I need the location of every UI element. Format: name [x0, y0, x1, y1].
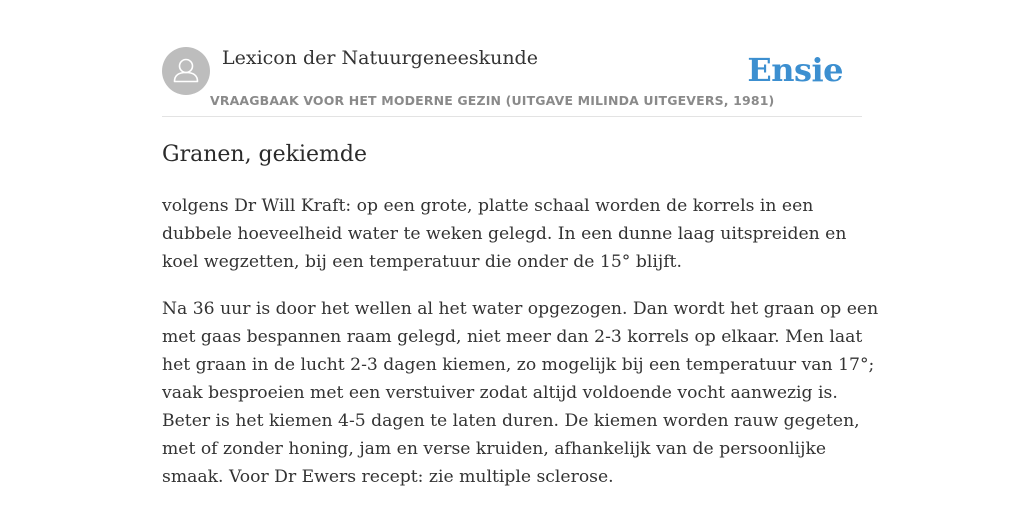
text-line: dubbele hoeveelheid water te weken gelegd. In een dunne laag uitspreiden en	[162, 224, 847, 244]
brand-logo[interactable]: Ensie	[747, 51, 843, 89]
text-line: met of zonder honing, jam en verse kruiden, afhankelijk van de persoonlijke	[162, 439, 827, 459]
source-title[interactable]: Lexicon der Natuurgeneeskunde	[222, 47, 538, 69]
text-line: smaak. Voor Dr Ewers recept: zie multiple sclerose.	[162, 467, 614, 487]
source-header	[162, 46, 862, 117]
user-silhouette-icon	[162, 47, 210, 95]
paragraph	[162, 295, 879, 491]
entry-title: Granen, gekiemde	[162, 142, 368, 167]
text-line: met gaas bespannen raam gelegd, niet meer dan 2-3 korrels op elkaar. Men laat	[162, 327, 863, 347]
entry-body	[162, 192, 879, 510]
text-line: het graan in de lucht 2-3 dagen kiemen, zo mogelijk bij een temperatuur van 17°;	[162, 355, 875, 375]
text-line: volgens Dr Will Kraft: op een grote, platte schaal worden de korrels in een	[162, 196, 814, 216]
text-line: Beter is het kiemen 4-5 dagen te laten duren. De kiemen worden rauw gegeten,	[162, 411, 860, 431]
text-line: vaak besproeien met een verstuiver zodat altijd voldoende vocht aanwezig is.	[162, 383, 838, 403]
text-line: Na 36 uur is door het wellen al het water opgezogen. Dan wordt het graan op een	[162, 299, 879, 319]
paragraph	[162, 192, 862, 276]
text-line: koel wegzetten, bij een temperatuur die onder de 15° blijft.	[162, 252, 682, 272]
source-subtitle: VRAAGBAAK VOOR HET MODERNE GEZIN (UITGAVE MILINDA UITGEVERS, 1981)	[210, 93, 775, 108]
